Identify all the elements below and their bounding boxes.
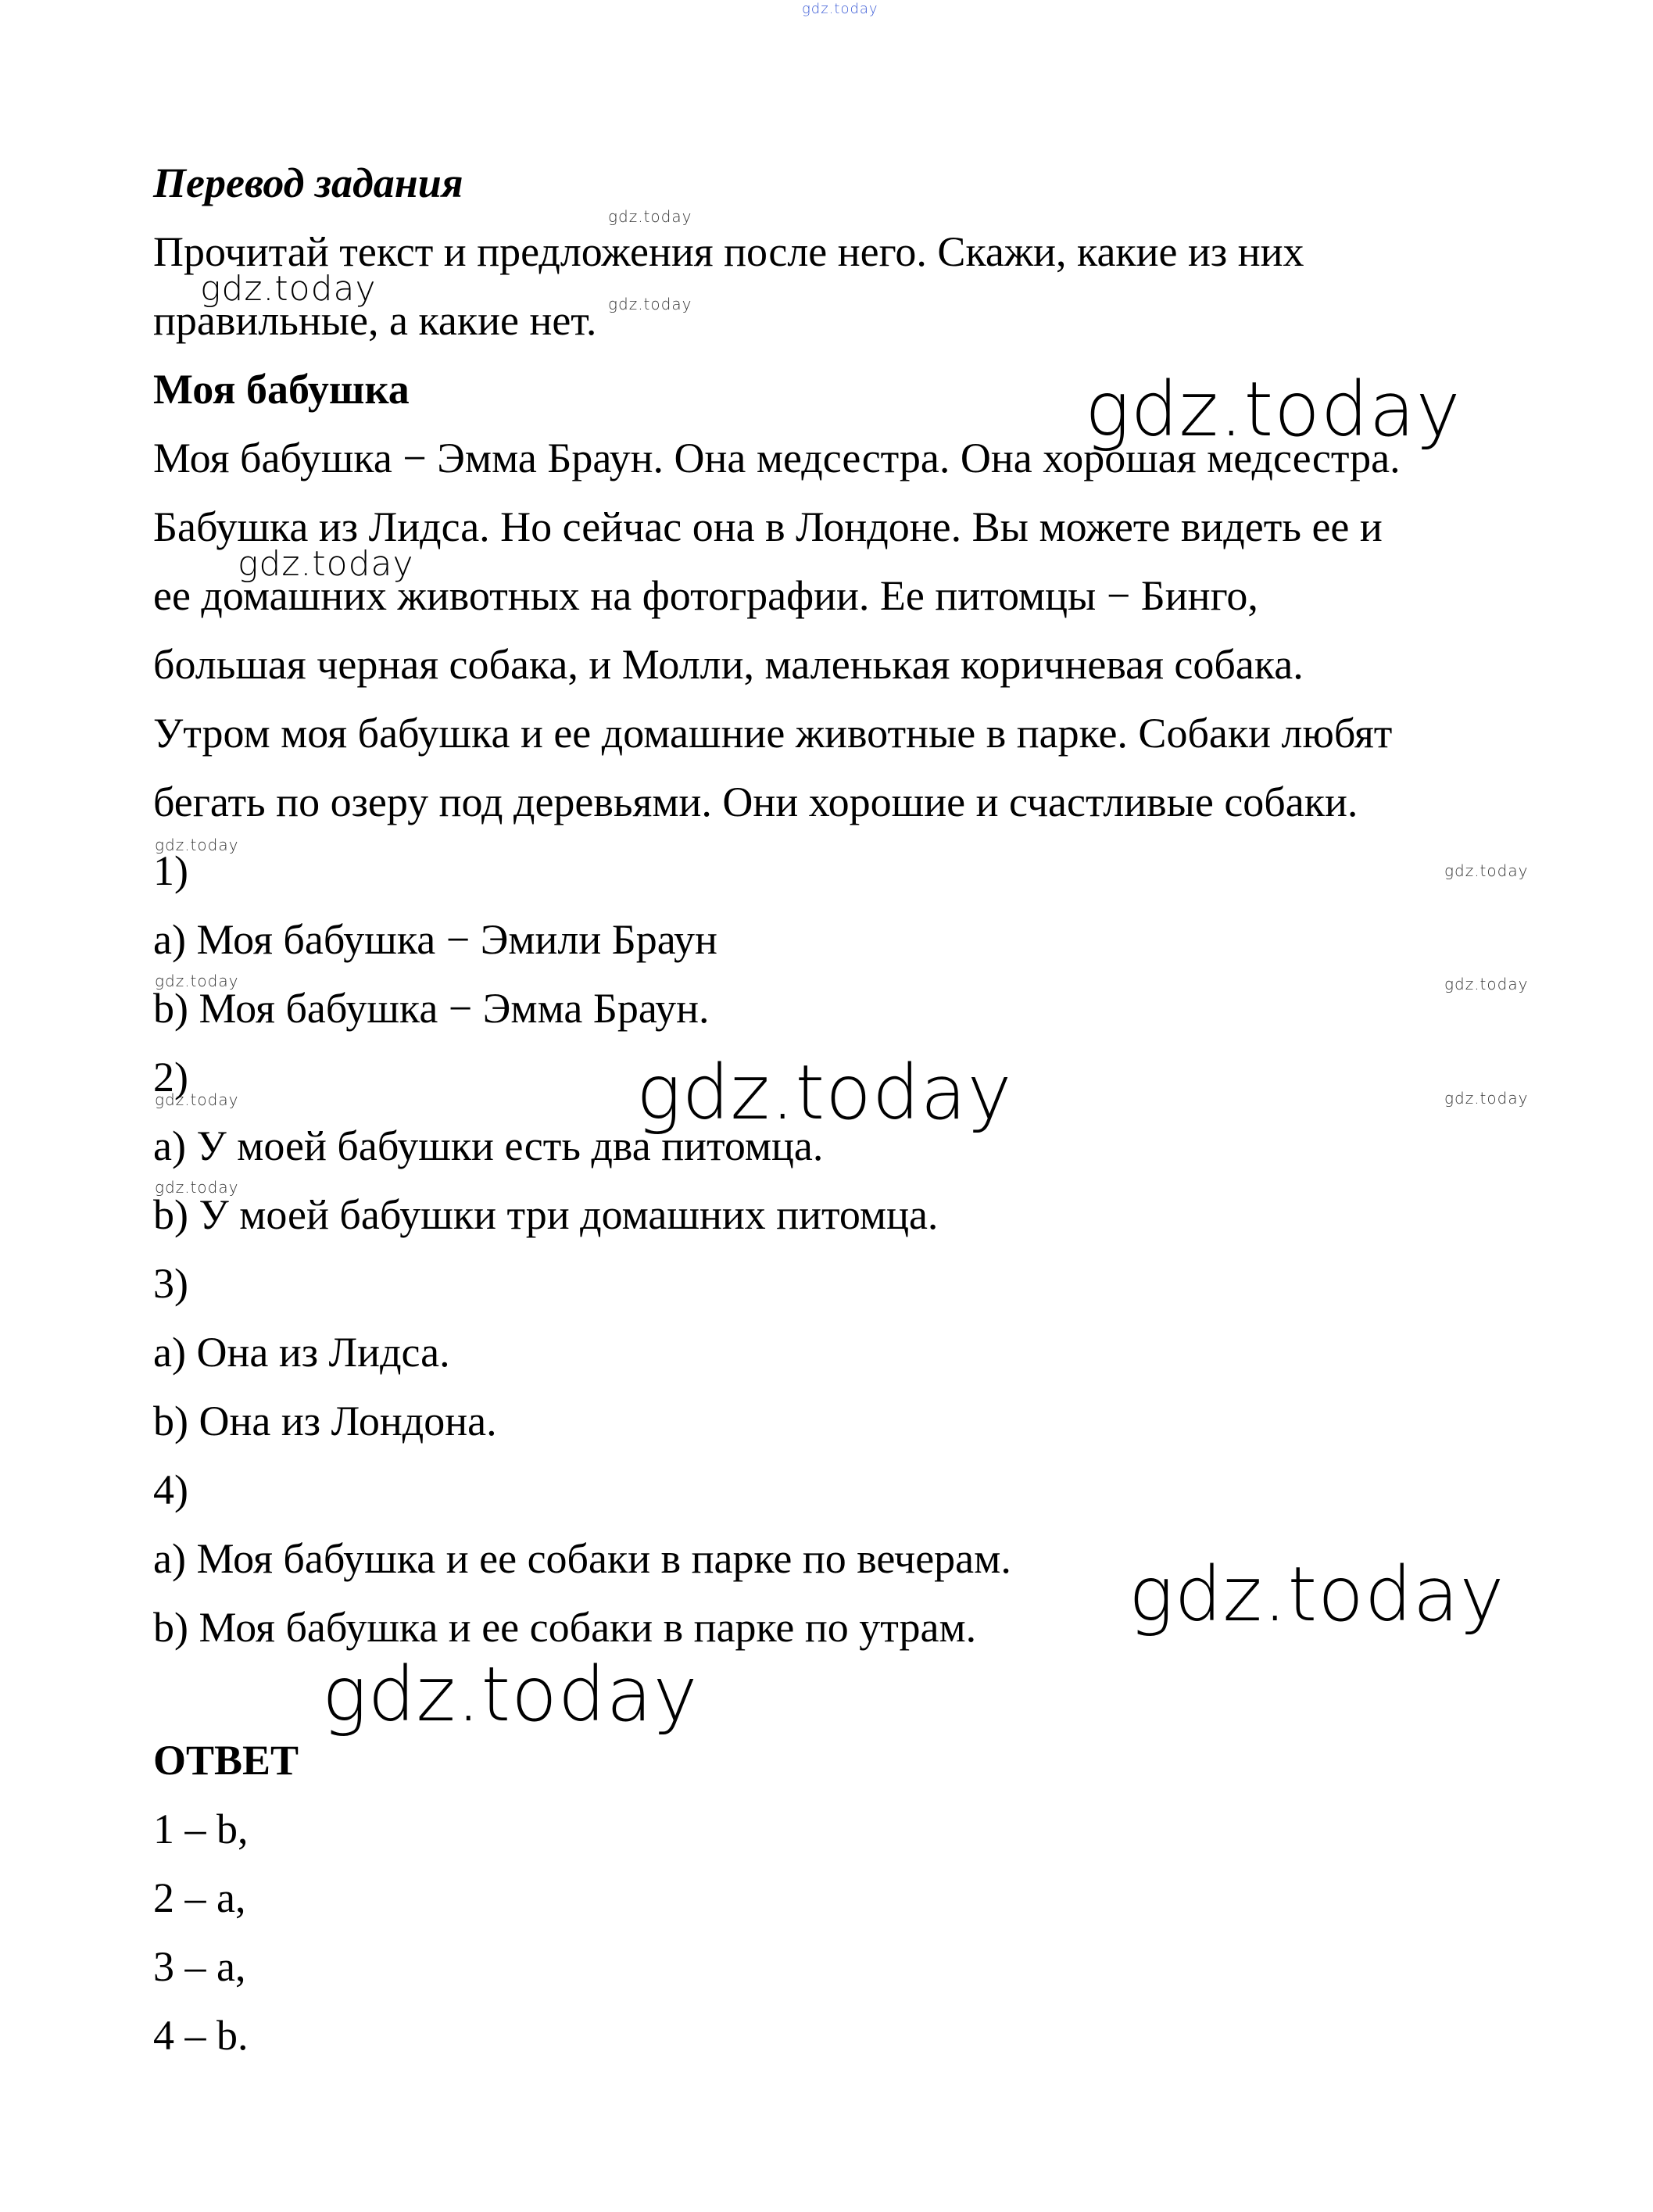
question-option-a: a) У моей бабушки есть два питомца.: [153, 1122, 824, 1169]
question-option-b: b) Она из Лондона.: [153, 1398, 497, 1444]
answer-item: 1 – b,: [153, 1806, 249, 1852]
question-option-b: b) Моя бабушка и ее собаки в парке по утрам.: [153, 1604, 977, 1651]
watermark-medium: gdz.today: [238, 544, 414, 584]
story-title: Моя бабушка: [153, 366, 410, 413]
watermark-small: gdz.today: [155, 1178, 239, 1197]
page-title: Перевод задания: [153, 159, 463, 206]
story-line: Бабушка из Лидса. Но сейчас она в Лондоне. Вы можете видеть ее и: [153, 503, 1383, 550]
watermark-small: gdz.today: [155, 972, 239, 990]
answer-heading: ОТВЕТ: [153, 1737, 299, 1784]
question-number: 2): [153, 1054, 188, 1101]
question-option-a: a) Моя бабушка и ее собаки в парке по вечерам.: [153, 1535, 1011, 1582]
watermark-large: gdz.today: [322, 1651, 699, 1738]
answer-item: 3 – a,: [153, 1943, 246, 1990]
question-option-a: a) Моя бабушка − Эмили Браун: [153, 916, 717, 963]
watermark-small: gdz.today: [1444, 861, 1529, 880]
question-number: 4): [153, 1466, 188, 1513]
watermark-small: gdz.today: [608, 295, 692, 313]
story-line: ее домашних животных на фотографии. Ее питомцы − Бинго,: [153, 572, 1258, 619]
story-line: бегать по озеру под деревьями. Они хорошие и счастливые собаки.: [153, 778, 1358, 825]
story-line: Утром моя бабушка и ее домашние животные в парке. Собаки любят: [153, 710, 1393, 757]
watermark-medium: gdz.today: [200, 269, 377, 309]
watermark-small: gdz.today: [155, 1090, 239, 1109]
story-line: большая черная собака, и Молли, маленькая коричневая собака.: [153, 641, 1304, 688]
watermark-top: gdz.today: [802, 1, 878, 17]
watermark-large: gdz.today: [636, 1049, 1013, 1136]
story-line: Моя бабушка − Эмма Браун. Она медсестра. Она хорошая медсестра.: [153, 435, 1401, 481]
instruction-line: Прочитай текст и предложения после него. Скажи, какие из них: [153, 228, 1304, 275]
answer-item: 2 – a,: [153, 1874, 246, 1921]
watermark-small: gdz.today: [1444, 1089, 1529, 1108]
answer-item: 4 – b.: [153, 2012, 249, 2059]
question-number: 3): [153, 1260, 188, 1307]
question-number: 1): [153, 847, 188, 894]
question-option-a: a) Она из Лидса.: [153, 1329, 450, 1376]
watermark-small: gdz.today: [155, 836, 239, 854]
watermark-large: gdz.today: [1129, 1551, 1505, 1638]
question-option-b: b) У моей бабушки три домашних питомца.: [153, 1191, 939, 1238]
question-option-b: b) Моя бабушка − Эмма Браун.: [153, 985, 710, 1032]
watermark-large: gdz.today: [1085, 366, 1462, 453]
instruction-line: правильные, а какие нет.: [153, 297, 597, 344]
watermark-small: gdz.today: [608, 207, 692, 226]
watermark-small: gdz.today: [1444, 975, 1529, 993]
